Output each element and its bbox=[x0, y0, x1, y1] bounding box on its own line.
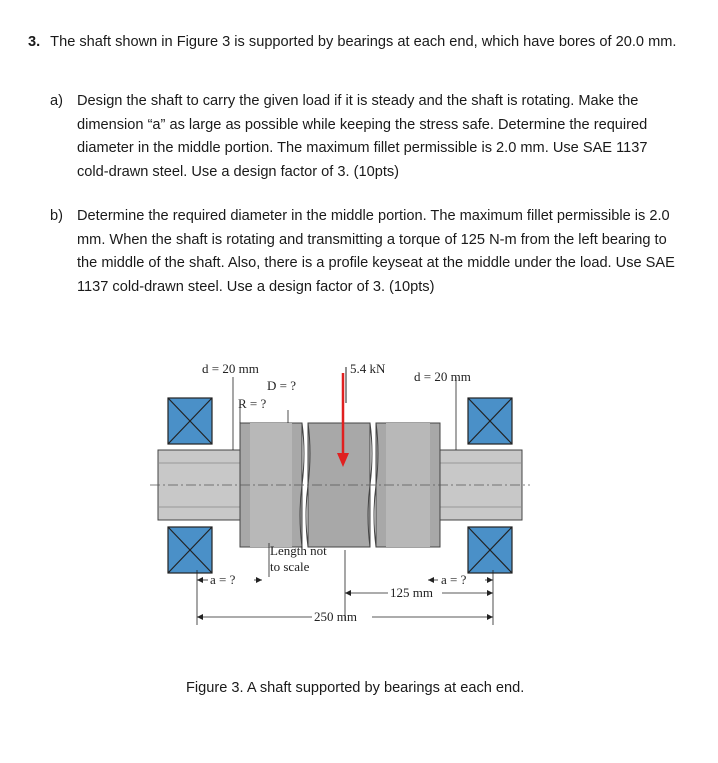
label-length-note-2: to scale bbox=[270, 559, 310, 574]
question-title bbox=[28, 34, 676, 50]
part-b-text: Determine the required diameter in the middle portion. The maximum fillet permissible is 2.0 mm. When the shaft is rotating and transmitting a torque of 125 N-m from the left bearing to the middle of the shaft. Also, there is a profile keyseat at the middle under the load. Use SAE 1137 cold-drawn steel. Use a design factor of 3. (10pts) bbox=[77, 208, 675, 295]
label-R: R = ? bbox=[238, 396, 267, 411]
label-250: 250 mm bbox=[314, 609, 357, 624]
label-length-note-1: Length not bbox=[270, 543, 327, 558]
label-a-left: a = ? bbox=[210, 572, 236, 587]
part-a-text: Design the shaft to carry the given load if it is steady and the shaft is rotating. Make the dimension “a” as large as possible while keeping the stress safe. Determine the required diameter in the middle portion. The maximum fillet permissible is 2.0 mm. Use SAE 1137 cold-drawn steel. Use a design factor of 3. (10pts) bbox=[77, 93, 648, 180]
question-number: 3. bbox=[28, 34, 41, 50]
part-a-label: a) bbox=[50, 93, 63, 109]
part-b-label: b) bbox=[50, 208, 63, 224]
label-D: D = ? bbox=[267, 378, 296, 393]
question-text: The shaft shown in Figure 3 is supported by bearings at each end, which have bores of 20.0 mm. bbox=[50, 34, 677, 50]
label-a-right: a = ? bbox=[441, 572, 467, 587]
shaft-diagram bbox=[150, 355, 530, 635]
shaft-figure bbox=[150, 355, 530, 635]
label-d-right: d = 20 mm bbox=[414, 369, 471, 384]
figure-caption: Figure 3. A shaft supported by bearings at each end. bbox=[186, 680, 525, 696]
label-d-left: d = 20 mm bbox=[202, 361, 259, 376]
label-load: 5.4 kN bbox=[350, 361, 386, 376]
label-125: 125 mm bbox=[390, 585, 433, 600]
part-a bbox=[50, 90, 695, 184]
part-b bbox=[50, 205, 695, 299]
